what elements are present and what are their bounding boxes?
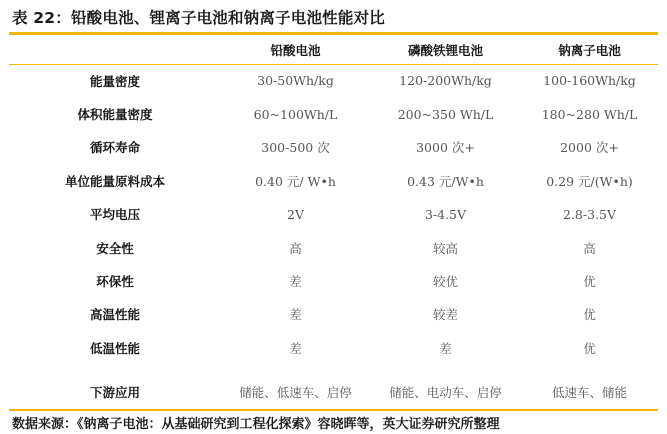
header-sodium-ion: 钠离子电池 xyxy=(558,42,621,58)
row-label: 安全性 xyxy=(96,240,134,256)
table-cell: 60~100Wh/L xyxy=(253,106,338,122)
header-lfp: 磷酸铁锂电池 xyxy=(407,42,483,58)
table-cell: 2V xyxy=(287,206,304,222)
table-cell: 200~350 Wh/L xyxy=(397,106,494,122)
table-cell: 2.8-3.5V xyxy=(562,206,616,222)
table-cell: 2000 次+ xyxy=(560,140,619,156)
source-note: 数据来源：《钠离子电池：从基础研究到工程化探索》容晓晖等，英大证券研究所整理 xyxy=(12,417,500,432)
table-row xyxy=(9,331,658,364)
table-cell: 较高 xyxy=(432,240,458,256)
table-cell: 0.29 元/(W•h) xyxy=(546,173,633,189)
header-lead-acid: 铅酸电池 xyxy=(270,42,321,58)
table-cell: 30-50Wh/kg xyxy=(257,73,334,89)
table-row xyxy=(9,131,658,164)
table-row xyxy=(9,164,658,197)
table-cell: 高 xyxy=(583,240,596,256)
table-row xyxy=(9,298,658,331)
table-cell: 储能、低速车、启停 xyxy=(239,384,352,400)
row-label: 体积能量密度 xyxy=(77,107,153,123)
table-cell: 优 xyxy=(583,307,596,323)
table-header-row xyxy=(9,35,658,64)
table-row xyxy=(9,264,658,297)
table-cell: 0.43 元/W•h xyxy=(407,173,484,189)
table-row xyxy=(9,231,658,264)
table-cell: 优 xyxy=(583,340,596,356)
table-row xyxy=(9,198,658,231)
row-label: 高温性能 xyxy=(89,307,140,323)
table-cell: 0.40 元/ W•h xyxy=(255,173,336,189)
row-label: 单位能量原料成本 xyxy=(64,173,165,189)
table-cell: 储能、电动车、启停 xyxy=(389,384,502,400)
table-cell: 100-160Wh/kg xyxy=(543,73,636,89)
row-label: 能量密度 xyxy=(89,73,140,89)
table-cell: 差 xyxy=(289,274,302,290)
table-cell: 优 xyxy=(583,274,596,290)
table-cell: 较优 xyxy=(432,274,458,290)
row-label: 循环寿命 xyxy=(89,140,140,156)
table-cell: 高 xyxy=(289,240,302,256)
comparison-table xyxy=(9,35,658,419)
table-cell: 180~280 Wh/L xyxy=(541,106,638,122)
row-label: 环保性 xyxy=(96,274,134,290)
table-cell: 较差 xyxy=(432,307,458,323)
table-cell: 3-4.5V xyxy=(424,206,467,222)
header-cell-empty xyxy=(9,35,221,64)
table-row xyxy=(9,97,658,130)
table-cell: 差 xyxy=(289,307,302,323)
table-cell: 差 xyxy=(439,340,452,356)
row-label: 低温性能 xyxy=(89,340,140,356)
table-cell: 差 xyxy=(289,340,302,356)
table-cell: 300-500 次 xyxy=(261,140,330,156)
table-title: 表 22：铅酸电池、锂离子电池和钠离子电池性能对比 xyxy=(12,9,385,27)
table-row xyxy=(9,64,658,97)
table-cell: 120-200Wh/kg xyxy=(399,73,492,89)
table-cell: 3000 次+ xyxy=(416,140,475,156)
table-cell: 低速车、储能 xyxy=(551,384,627,400)
bottom-rule xyxy=(9,409,658,411)
row-label: 下游应用 xyxy=(89,384,140,400)
row-label: 平均电压 xyxy=(89,207,140,223)
